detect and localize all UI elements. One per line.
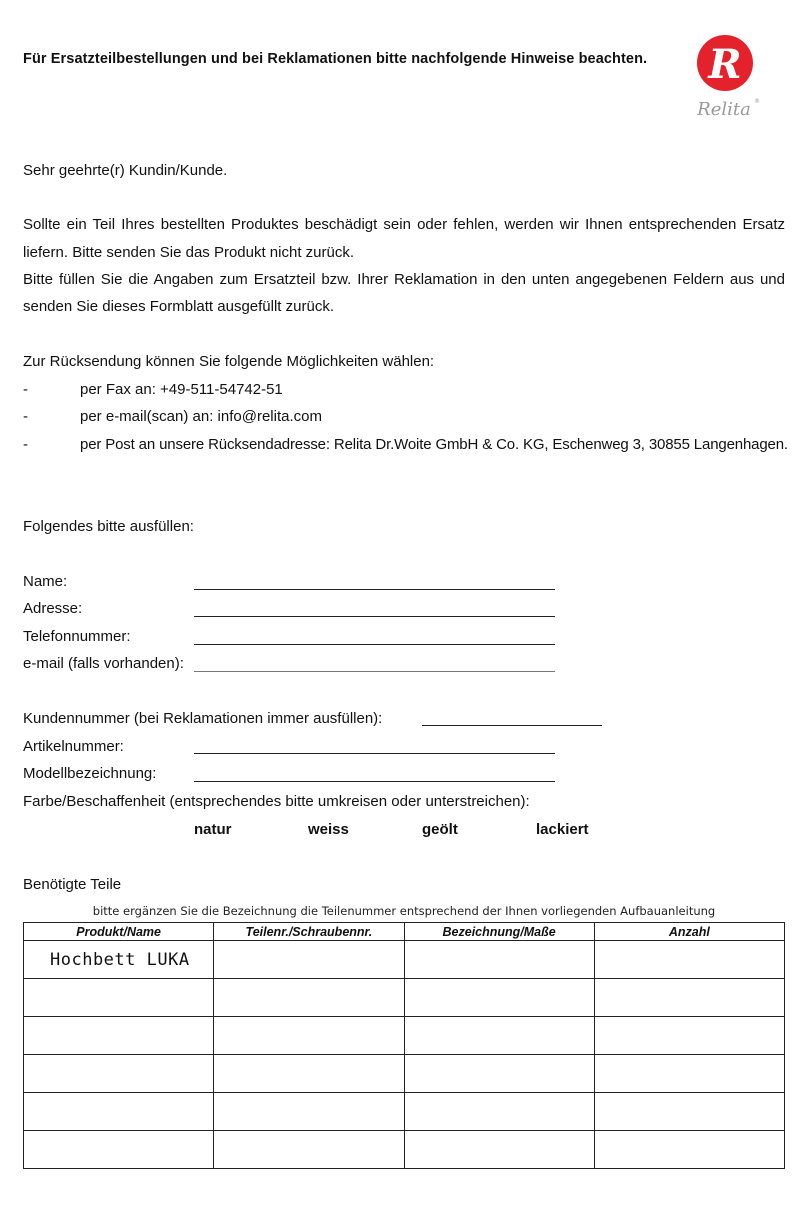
table-cell[interactable] <box>594 1017 784 1055</box>
table-cell[interactable] <box>404 941 594 979</box>
table-cell[interactable] <box>404 1055 594 1093</box>
table-cell[interactable] <box>404 1093 594 1131</box>
registered-mark: ® <box>754 98 760 105</box>
table-cell[interactable] <box>594 941 784 979</box>
table-row <box>24 941 785 979</box>
table-row <box>24 1017 785 1055</box>
intro-line-3: Bitte füllen Sie die Angaben zum Ersatzteil bzw. Ihrer Reklamation in den unten angegebenen Feldern aus und <box>23 271 785 288</box>
color-label: Farbe/Beschaffenheit (entsprechendes bitte umkreisen oder unterstreichen): <box>23 793 530 810</box>
table-cell[interactable] <box>24 1131 214 1169</box>
bullet-dash: - <box>23 436 28 453</box>
table-cell[interactable] <box>214 1055 404 1093</box>
column-header-part-number: Teilenr./Schraubennr. <box>214 923 404 941</box>
parts-table-header <box>24 923 785 941</box>
color-option-geoelt[interactable]: geölt <box>422 821 458 838</box>
form-title: Folgendes bitte ausfüllen: <box>23 518 194 535</box>
relita-logo-icon <box>694 33 758 121</box>
customer-number-field[interactable] <box>422 725 602 726</box>
table-cell[interactable] <box>594 1131 784 1169</box>
return-options-title: Zur Rücksendung können Sie folgende Möglichkeiten wählen: <box>23 353 435 370</box>
table-cell[interactable] <box>24 1093 214 1131</box>
intro-line-2: liefern. Bitte senden Sie das Produkt nicht zurück. <box>23 244 355 261</box>
address-field[interactable] <box>194 616 555 617</box>
table-cell[interactable] <box>214 1093 404 1131</box>
customer-number-label: Kundennummer (bei Reklamationen immer ausfüllen): <box>23 710 383 727</box>
email-field[interactable] <box>194 671 555 672</box>
color-option-weiss[interactable]: weiss <box>308 821 349 838</box>
table-cell[interactable] <box>404 1017 594 1055</box>
return-option-post: per Post an unsere Rücksendadresse: Relita Dr.Woite GmbH & Co. KG, Eschenweg 3, 30855 Langenhagen. <box>80 436 788 453</box>
table-cell[interactable] <box>214 1131 404 1169</box>
column-header-product: Produkt/Name <box>24 923 214 941</box>
email-label: e-mail (falls vorhanden): <box>23 655 184 672</box>
article-number-label: Artikelnummer: <box>23 738 124 755</box>
table-cell[interactable] <box>594 1093 784 1131</box>
column-header-quantity: Anzahl <box>594 923 784 941</box>
color-option-lackiert[interactable]: lackiert <box>536 821 589 838</box>
parts-title: Benötigte Teile <box>23 876 122 893</box>
bullet-dash: - <box>23 408 28 425</box>
table-cell[interactable] <box>24 1017 214 1055</box>
name-field[interactable] <box>194 589 555 590</box>
relita-logo <box>694 33 758 121</box>
table-cell[interactable] <box>24 1055 214 1093</box>
column-header-description: Bezeichnung/Maße <box>404 923 594 941</box>
table-row <box>24 1093 785 1131</box>
table-cell[interactable] <box>24 979 214 1017</box>
intro-line-4: senden Sie dieses Formblatt ausgefüllt zurück. <box>23 298 334 315</box>
notice-heading: Für Ersatzteilbestellungen und bei Reklamationen bitte nachfolgende Hinweise beachten. <box>23 51 648 67</box>
parts-note: bitte ergänzen Sie die Bezeichnung die Teilenummer entsprechend der Ihnen vorliegenden Aufbauanleitung <box>92 904 716 918</box>
return-option-fax: per Fax an: +49-511-54742-51 <box>80 381 283 398</box>
color-option-natur[interactable]: natur <box>194 821 232 838</box>
table-row <box>24 1055 785 1093</box>
phone-label: Telefonnummer: <box>23 628 131 645</box>
address-label: Adresse: <box>23 600 83 617</box>
name-label: Name: <box>23 573 68 590</box>
bullet-dash: - <box>23 381 28 398</box>
return-option-email: per e-mail(scan) an: info@relita.com <box>80 408 322 425</box>
table-cell[interactable] <box>404 979 594 1017</box>
table-cell[interactable] <box>594 979 784 1017</box>
model-label: Modellbezeichnung: <box>23 765 157 782</box>
table-row <box>24 979 785 1017</box>
table-cell[interactable] <box>214 1017 404 1055</box>
table-cell[interactable] <box>214 979 404 1017</box>
greeting: Sehr geehrte(r) Kundin/Kunde. <box>23 162 228 179</box>
parts-table <box>23 922 785 1169</box>
intro-line-1: Sollte ein Teil Ihres bestellten Produktes beschädigt sein oder fehlen, werden wir Ihnen entsprechenden Ersatz <box>23 216 785 233</box>
table-row <box>24 1131 785 1169</box>
logo-letter: R <box>708 41 742 88</box>
table-cell[interactable] <box>214 941 404 979</box>
model-field[interactable] <box>194 781 555 782</box>
table-cell[interactable] <box>594 1055 784 1093</box>
article-number-field[interactable] <box>194 753 555 754</box>
phone-field[interactable] <box>194 644 555 645</box>
table-cell[interactable]: Hochbett LUKA <box>24 941 214 979</box>
table-cell[interactable] <box>404 1131 594 1169</box>
logo-wordmark: Relita <box>697 99 751 120</box>
